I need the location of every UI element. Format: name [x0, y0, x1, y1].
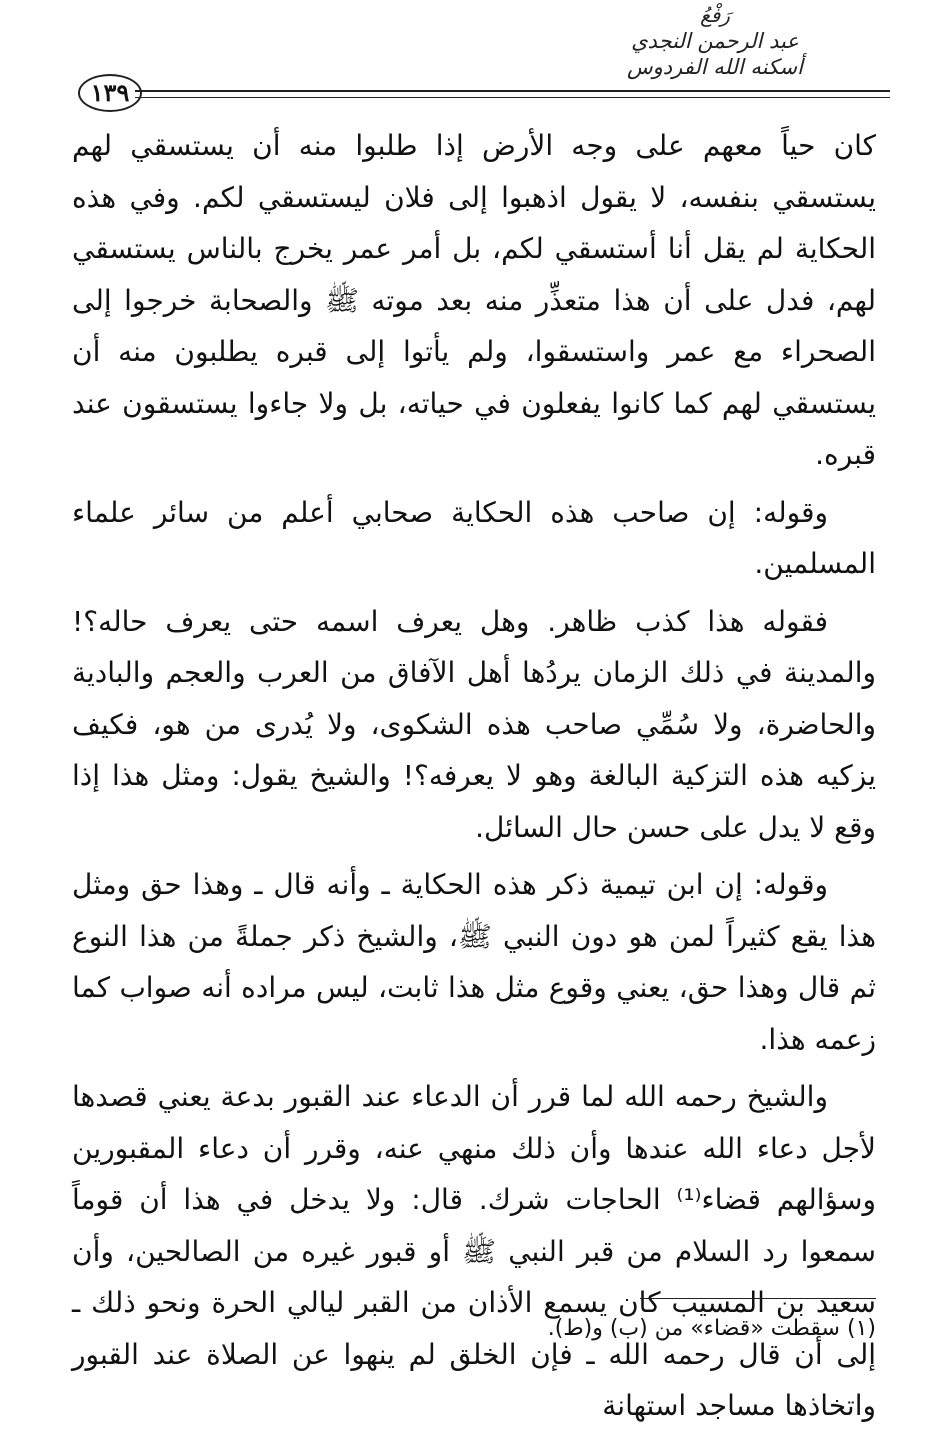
paragraph: والشيخ رحمه الله لما قرر أن الدعاء عند القبور بدعة يعني قصدها لأجل دعاء الله عندها وأن ذلك منهي عنه، وقرر أن دعاء المقبورين وسؤالهم قضاء⁽¹⁾ الحاجات شرك. قال: ولا يدخل في هذا أن قوماً سمعوا رد السلام من قبر النبي ﷺ أو قبور غيره من الصالحين، وأن سعيد بن المسيب كان يسمع الأذان من القبر ليالي الحرة ونحو ذلك ـ إلى أن قال رحمه الله ـ فإن الخلق لم ينهوا عن الصلاة عند القبور واتخاذها مساجد استهانة [72, 1080, 876, 1422]
stamp-line: أسكنه الله الفردوس [627, 55, 803, 79]
header-rule [135, 90, 890, 92]
paragraph: وقوله: إن صاحب هذه الحكاية صحابي أعلم من سائر علماء المسلمين. [72, 495, 876, 580]
footnote: (١) سقطت «قضاء» من (ب) و(ط). [547, 1316, 876, 1341]
stamp-line: عبد الرحمن النجدي [631, 29, 799, 53]
page-number: ١٣٩ [78, 74, 142, 112]
paragraph: وقوله: إن ابن تيمية ذكر هذه الحكاية ـ وأنه قال ـ وهذا حق ومثل هذا يقع كثيراً لمن هو دون النبي ﷺ، والشيخ ذكر جملةً من هذا النوع ثم قال وهذا حق، يعني وقوع مثل هذا ثابت، ليس مراده أنه صواب كما زعمه هذا. [72, 868, 876, 1056]
stamp-line: رَفْعُ [700, 3, 730, 27]
paragraph: كان حياً معهم على وجه الأرض إذا طلبوا منه أن يستسقي لهم يستسقي بنفسه، لا يقول اذهبوا إلى فلان ليستسقي لكم. وفي هذه الحكاية لم يقل أنا أستسقي لكم، بل أمر عمر يخرج بالناس يستسقي لهم، فدل على أن هذا متعذِّر منه بعد موته ﷺ والصحابة خرجوا إلى الصحراء مع عمر واستسقوا، ولم يأتوا إلى قبره يطلبون منه أن يستسقي لهم كما كانوا يفعلون في حياته، بل ولا جاءوا يستسقون عند قبره. [72, 129, 876, 471]
footnote-rule [640, 1298, 876, 1299]
page-body [72, 120, 876, 1432]
header-rule-thin [135, 97, 890, 98]
header-stamp [590, 2, 840, 80]
paragraph: فقوله هذا كذب ظاهر. وهل يعرف اسمه حتى يعرف حاله؟! والمدينة في ذلك الزمان يردُها أهل الآفاق من العرب والعجم والبادية والحاضرة، ولا سُمِّي صاحب هذه الشكوى، ولا يُدرى من هو، فكيف يزكيه هذه التزكية البالغة وهو لا يعرفه؟! والشيخ يقول: ومثل هذا إذا وقع لا يدل على حسن حال السائل. [72, 604, 876, 844]
